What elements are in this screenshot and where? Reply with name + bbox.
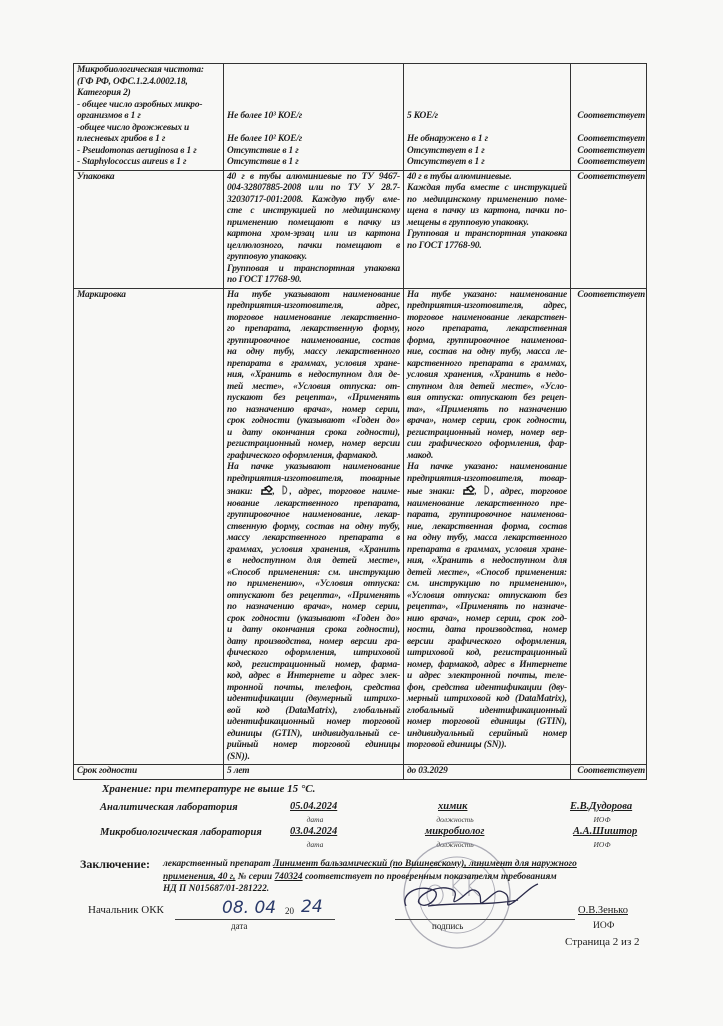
cell-line: Отсутствие в 1 г [227, 157, 299, 167]
cell-line: ния, «Хранить в недоступном для де- [227, 370, 400, 380]
cell-line: Маркировка [77, 289, 126, 300]
cell-line: 32030717-001:2008. Каждую тубу вме- [227, 194, 400, 205]
cell-line: Срок годности [77, 766, 138, 776]
keep-away-icon [462, 485, 475, 495]
cell-line: парата, группировочное наименова- [407, 510, 567, 520]
cell-line: номер, фармакод, адрес в Интернете [407, 659, 567, 670]
cell-line: срок годности (указывают «Годен до» [227, 416, 400, 426]
cell-line: группировочное наименование, лекар- [227, 510, 400, 520]
cell-line: штриховой код, регистрационный [407, 648, 567, 658]
cell-line: рецепта», «Применять по назначе- [407, 602, 567, 612]
cell-line: На тубе указывают наименование [227, 289, 400, 300]
lab-position: микробиолог [425, 826, 485, 837]
cell-line: срок годности (указывают «Годен до» [227, 613, 400, 624]
lab-position: химик [438, 801, 468, 812]
conclusion-text: № серии [235, 872, 275, 882]
conclusion-cell [571, 765, 647, 780]
cell-line: Микробиологическая чистота: [77, 65, 204, 75]
lab-date: 03.04.2024 [290, 826, 338, 837]
cell-line: отпускают без рецепта», «Применять [227, 590, 400, 601]
cell-line: групповую упаковку. [227, 252, 307, 262]
cell-line: Соответствует [577, 111, 645, 121]
initials-caption: ИОФ [593, 840, 611, 849]
cell-line: код, адрес в Интернете и адрес элек- [227, 671, 400, 681]
cell-line: регистрационный номер, номер вер- [407, 427, 567, 438]
cell-line: Отсутствие в 1 г [227, 145, 299, 156]
conclusion-cell [571, 170, 647, 288]
cell-line: по медицинскому применению поме- [407, 194, 567, 205]
cell-line: глобальный идентификационный [407, 705, 567, 716]
cell-line: индивидуальный серийный номер [407, 728, 567, 739]
cell-line: Групповая и транспортная упаковка [407, 229, 567, 239]
cell-line [227, 100, 400, 112]
cell-line: предприятия-изготовителя, адрес, [407, 301, 567, 311]
result-cell [404, 64, 571, 171]
cell-line: в недоступном для детей месте», [227, 556, 400, 566]
cell-line: см. инструкцию по применению», [407, 579, 567, 589]
date-caption: дата [231, 921, 248, 931]
cell-line: регистрационный номер, номер версии [227, 439, 400, 449]
cell-line: Соответствует [577, 289, 645, 300]
requirement-cell [224, 170, 404, 288]
table-row-shelf-life [74, 765, 647, 780]
cell-line: мещены в групповую упаковку. [407, 217, 529, 228]
requirement-cell [224, 288, 404, 765]
parameter-cell [74, 170, 224, 288]
conclusion-cell [571, 288, 647, 765]
cell-line: На пачке указано: наименование [407, 462, 567, 472]
conclusion-cell [571, 64, 647, 171]
date-line [175, 919, 335, 920]
cell-line: предприятия-изготовителя, товар- [407, 473, 567, 484]
cell-line: детей месте», «Способ применения: [407, 567, 567, 578]
keep-away-icon [260, 485, 273, 495]
requirement-cell [224, 64, 404, 171]
cell-line: граммах, условия хранения, «Хранить [227, 544, 400, 555]
lab-date: 05.04.2024 [290, 801, 338, 812]
position-caption: должность [436, 815, 474, 824]
table-row-microbiological-purity [74, 64, 647, 171]
cell-line: нию врача», номер серии, срок год- [407, 613, 567, 624]
cell-line: версии графического оформления, [407, 636, 567, 647]
cell-line: по назначению врача», номер серии, [227, 404, 400, 415]
cell-line: (ГФ РФ, ОФС.1.2.4.0002.18, [77, 76, 188, 87]
cell-line: по применению», «Условия отпуска: [227, 579, 400, 589]
cell-line: по ГОСТ 17768-90. [227, 275, 302, 285]
cell-line: на одну тубу, масса лекарственного [407, 533, 567, 543]
parameter-cell [74, 288, 224, 765]
cell-line: -общее число дрожжевых и [77, 122, 190, 133]
cell-line: торговое наименование лекарственно- [227, 312, 400, 323]
cell-line: Отсутствует в 1 г [407, 145, 485, 156]
cell-line: наименование лекарственного пре- [407, 498, 567, 509]
year-prefix: 20 [285, 906, 294, 916]
cell-line: карственного препарата в граммах, [407, 358, 567, 369]
cell-line: вия отпуска: отпускают без рецеп- [407, 393, 567, 403]
cell-line [227, 88, 400, 100]
normative-document: НД П N015687/01-281222. [163, 884, 270, 894]
conclusion-text: соответствует по проверенным показателям требованиям [302, 872, 557, 882]
cell-line: та», «Применять по назначению [407, 404, 567, 415]
cell-line: номер торговой единицы (GTIN), [407, 717, 567, 727]
parameter-cell [74, 765, 224, 780]
cell-line: тронной почты, телефон, средства [227, 682, 400, 693]
lab-person: Е.В.Дудорова [570, 801, 633, 812]
cell-line: условия хранения, «Хранить в недо- [407, 370, 567, 380]
cell-line: ные знаки: , , адрес, торговое [407, 487, 568, 497]
cell-line: препарата в граммах, условия хране- [407, 544, 567, 555]
cell-line [407, 65, 567, 77]
cell-line: вой код (DataMatrix), глобальный [227, 705, 400, 716]
cell-line: и дату окончания срока годности), [227, 625, 400, 635]
cell-line [227, 123, 400, 135]
cell-line: Не более 10³ КОЕ/г [227, 111, 303, 121]
cell-line: идентификационный номер торговой [227, 717, 400, 727]
line-text: , адрес, торговое [491, 487, 568, 497]
cell-line: предприятия-изготовителя, товарные [227, 473, 400, 484]
cell-line: (SN)). [227, 751, 250, 762]
cell-line [572, 88, 645, 100]
cell-line: ности, дата производства, номер [407, 625, 567, 635]
cell-line [407, 123, 567, 135]
line-text: ные знаки: [407, 487, 462, 497]
cell-line: - общее число аэробных микро- [77, 99, 203, 110]
cell-line: тей месте», «Условия отпуска: от- [227, 381, 400, 392]
parameter-cell [74, 64, 224, 171]
cell-line: рийный номер торговой единицы [227, 740, 400, 750]
cell-line: предприятия-изготовителя, адрес, [227, 301, 400, 311]
cell-line: пускают без рецепта», «Применять [227, 393, 400, 403]
cell-line [572, 123, 645, 135]
product-form: применения, 40 г, [163, 872, 236, 882]
cell-line: ного препарата, лекарственная [407, 324, 567, 334]
cell-line: препарата в граммах, условия хране- [227, 358, 400, 369]
cell-line: по назначению врача», номер серии, [227, 602, 400, 612]
cell-line: группировочное наименование, состав [227, 335, 400, 346]
cell-line: ние, состав на одну тубу, масса ле- [407, 347, 567, 357]
cell-line: 5 лет [227, 766, 250, 776]
cell-line: и дату окончания срока годности), [227, 427, 400, 438]
cell-line: Соответствует [577, 171, 645, 182]
result-cell [404, 765, 571, 780]
cell-line: до 03.2029 [407, 766, 448, 776]
signature-line [395, 919, 575, 920]
cell-line: 004-32807885-2008 или по ТУ У 28.7- [227, 183, 400, 193]
line-text: , адрес, торговое наиме- [289, 487, 400, 497]
cell-line: Соответствует [577, 134, 645, 144]
cell-line: врача», номер серии, срок годности, [407, 416, 567, 426]
cell-line [407, 88, 567, 100]
cell-line: нование лекарственного препарата, [227, 498, 400, 509]
quality-results-table [73, 63, 647, 780]
cell-line: Каждая туба вместе с инструкцией [407, 183, 567, 193]
result-cell [404, 170, 571, 288]
cell-line: 5 КОЕ/г [407, 111, 438, 121]
head-person: О.В.Зенько [578, 905, 628, 916]
cell-line: плесневых грибов в 1 г [77, 134, 166, 144]
cell-line: щена в пачку из картона, пачки по- [407, 206, 567, 216]
cell-line [227, 77, 400, 89]
cell-line: фического оформления, штриховой [227, 648, 400, 658]
cell-line: картона хром-эрзац или из картона [227, 229, 400, 239]
lab-name: Микробиологическая лаборатория [100, 827, 262, 838]
storage-note: Хранение: при температуре не выше 15 °С. [102, 783, 316, 795]
page-number: Страница 2 из 2 [565, 936, 640, 948]
cell-line: по ГОСТ 17768-90. [407, 240, 482, 251]
cell-line: знаки: , , адрес, торговое наиме- [227, 487, 400, 497]
position-caption: должность [436, 840, 474, 849]
initials-caption: ИОФ [593, 815, 611, 824]
cell-line [572, 77, 645, 89]
cell-line: графического оформления, фармакод. [227, 450, 378, 461]
cell-line: На тубе указано: наименование [407, 289, 567, 300]
cell-line: «Способ применения: см. инструкцию [227, 567, 400, 578]
date-caption: дата [306, 815, 324, 824]
cell-line: торговой единицы (SN)). [407, 740, 507, 750]
product-name: Линимент бальзамический (по Вишневскому), линимент для наружного [273, 859, 577, 869]
cell-line: код, регистрационный номер, фарма- [227, 659, 400, 670]
cell-line: ступном для детей месте», «Усло- [407, 381, 567, 392]
cell-line: мерный штриховой код (DataMatrix), [407, 694, 567, 704]
cell-line: го препарата, лекарственную форму, [227, 324, 400, 334]
cell-line: массу лекарственного препарата в [227, 533, 400, 543]
cell-line: ние, лекарственная форма, состав [407, 521, 567, 532]
cell-line: Соответствует [577, 766, 645, 776]
table-row-labeling [74, 288, 647, 765]
cell-line: и адрес электронной почты, теле- [407, 671, 567, 681]
cell-line: целлюлозного, пачки помещают в [227, 240, 400, 251]
cell-line: Групповая и транспортная упаковка [227, 263, 400, 274]
batch-number: 740324 [274, 872, 303, 882]
table-row-packaging [74, 170, 647, 288]
cell-line: торговое наименование лекарствен- [407, 312, 567, 323]
cell-line [572, 65, 645, 77]
cell-line: форма, группировочное наименова- [407, 335, 567, 346]
cell-line: - Pseudomonas aeruginosa в 1 г [77, 145, 197, 156]
cell-line: ственную форму, состав на одну тубу, [227, 521, 400, 532]
cell-line: На пачке указывают наименование [227, 462, 400, 472]
cell-line: сии графического оформления, фар- [407, 439, 567, 449]
cell-line: макод. [407, 450, 434, 461]
cell-line: Не обнаружено в 1 г [407, 134, 488, 144]
cell-line: Соответствует [577, 157, 645, 167]
cell-line: 40 г в тубы алюминиевые. [407, 171, 512, 182]
cell-line [407, 100, 567, 112]
cell-line: Не более 10² КОЕ/г [227, 134, 303, 144]
cell-line: единицы (GTIN), индивидуальный се- [227, 728, 400, 739]
cell-line: организмов в 1 г [77, 111, 141, 121]
cell-line: 40 г в тубы алюминиевые по ТУ 9467- [227, 171, 400, 182]
cell-line: Упаковка [77, 171, 115, 182]
cell-line: идентификации (двумерный штрихо- [227, 694, 400, 704]
cell-line [407, 77, 567, 89]
lab-name: Аналитическая лаборатория [100, 802, 238, 813]
handwritten-date: 08. 04 [222, 898, 277, 918]
requirement-cell [224, 765, 404, 780]
head-label: Начальник ОКК [88, 904, 164, 916]
line-text: знаки: [227, 487, 260, 497]
cell-line: применению помещают в пачку из [227, 217, 400, 228]
cell-line: Отсутствует в 1 г [407, 157, 485, 167]
cell-line: дату производства, номер версии гра- [227, 636, 400, 647]
cell-line: на одну тубу, массу лекарственного [227, 347, 400, 357]
date-caption: дата [306, 840, 324, 849]
conclusion-text: лекарственный препарат [163, 859, 274, 869]
cell-line: «Условия отпуска: отпускают без [407, 590, 567, 601]
cell-line [572, 100, 645, 112]
cell-line: Категория 2) [77, 88, 131, 98]
cell-line: ния, «Хранить в недоступном для [407, 556, 567, 566]
lab-person: А.А.Шиштор [573, 826, 638, 837]
cell-line: - Staphylococcus aureus в 1 г [77, 157, 187, 167]
initials-caption: ИОФ [593, 921, 615, 931]
cell-line [227, 65, 400, 77]
handwritten-year: 24 [301, 897, 323, 917]
conclusion-label: Заключение: [80, 857, 150, 871]
signature-caption: подпись [432, 921, 464, 931]
signature [398, 876, 548, 918]
conclusion-line-1 [163, 859, 577, 870]
result-cell [404, 288, 571, 765]
cell-line: сте с инструкцией по медицинскому [227, 206, 400, 216]
cell-line: фон, средства идентификации (дву- [407, 682, 567, 693]
cell-line: Соответствует [577, 145, 645, 156]
